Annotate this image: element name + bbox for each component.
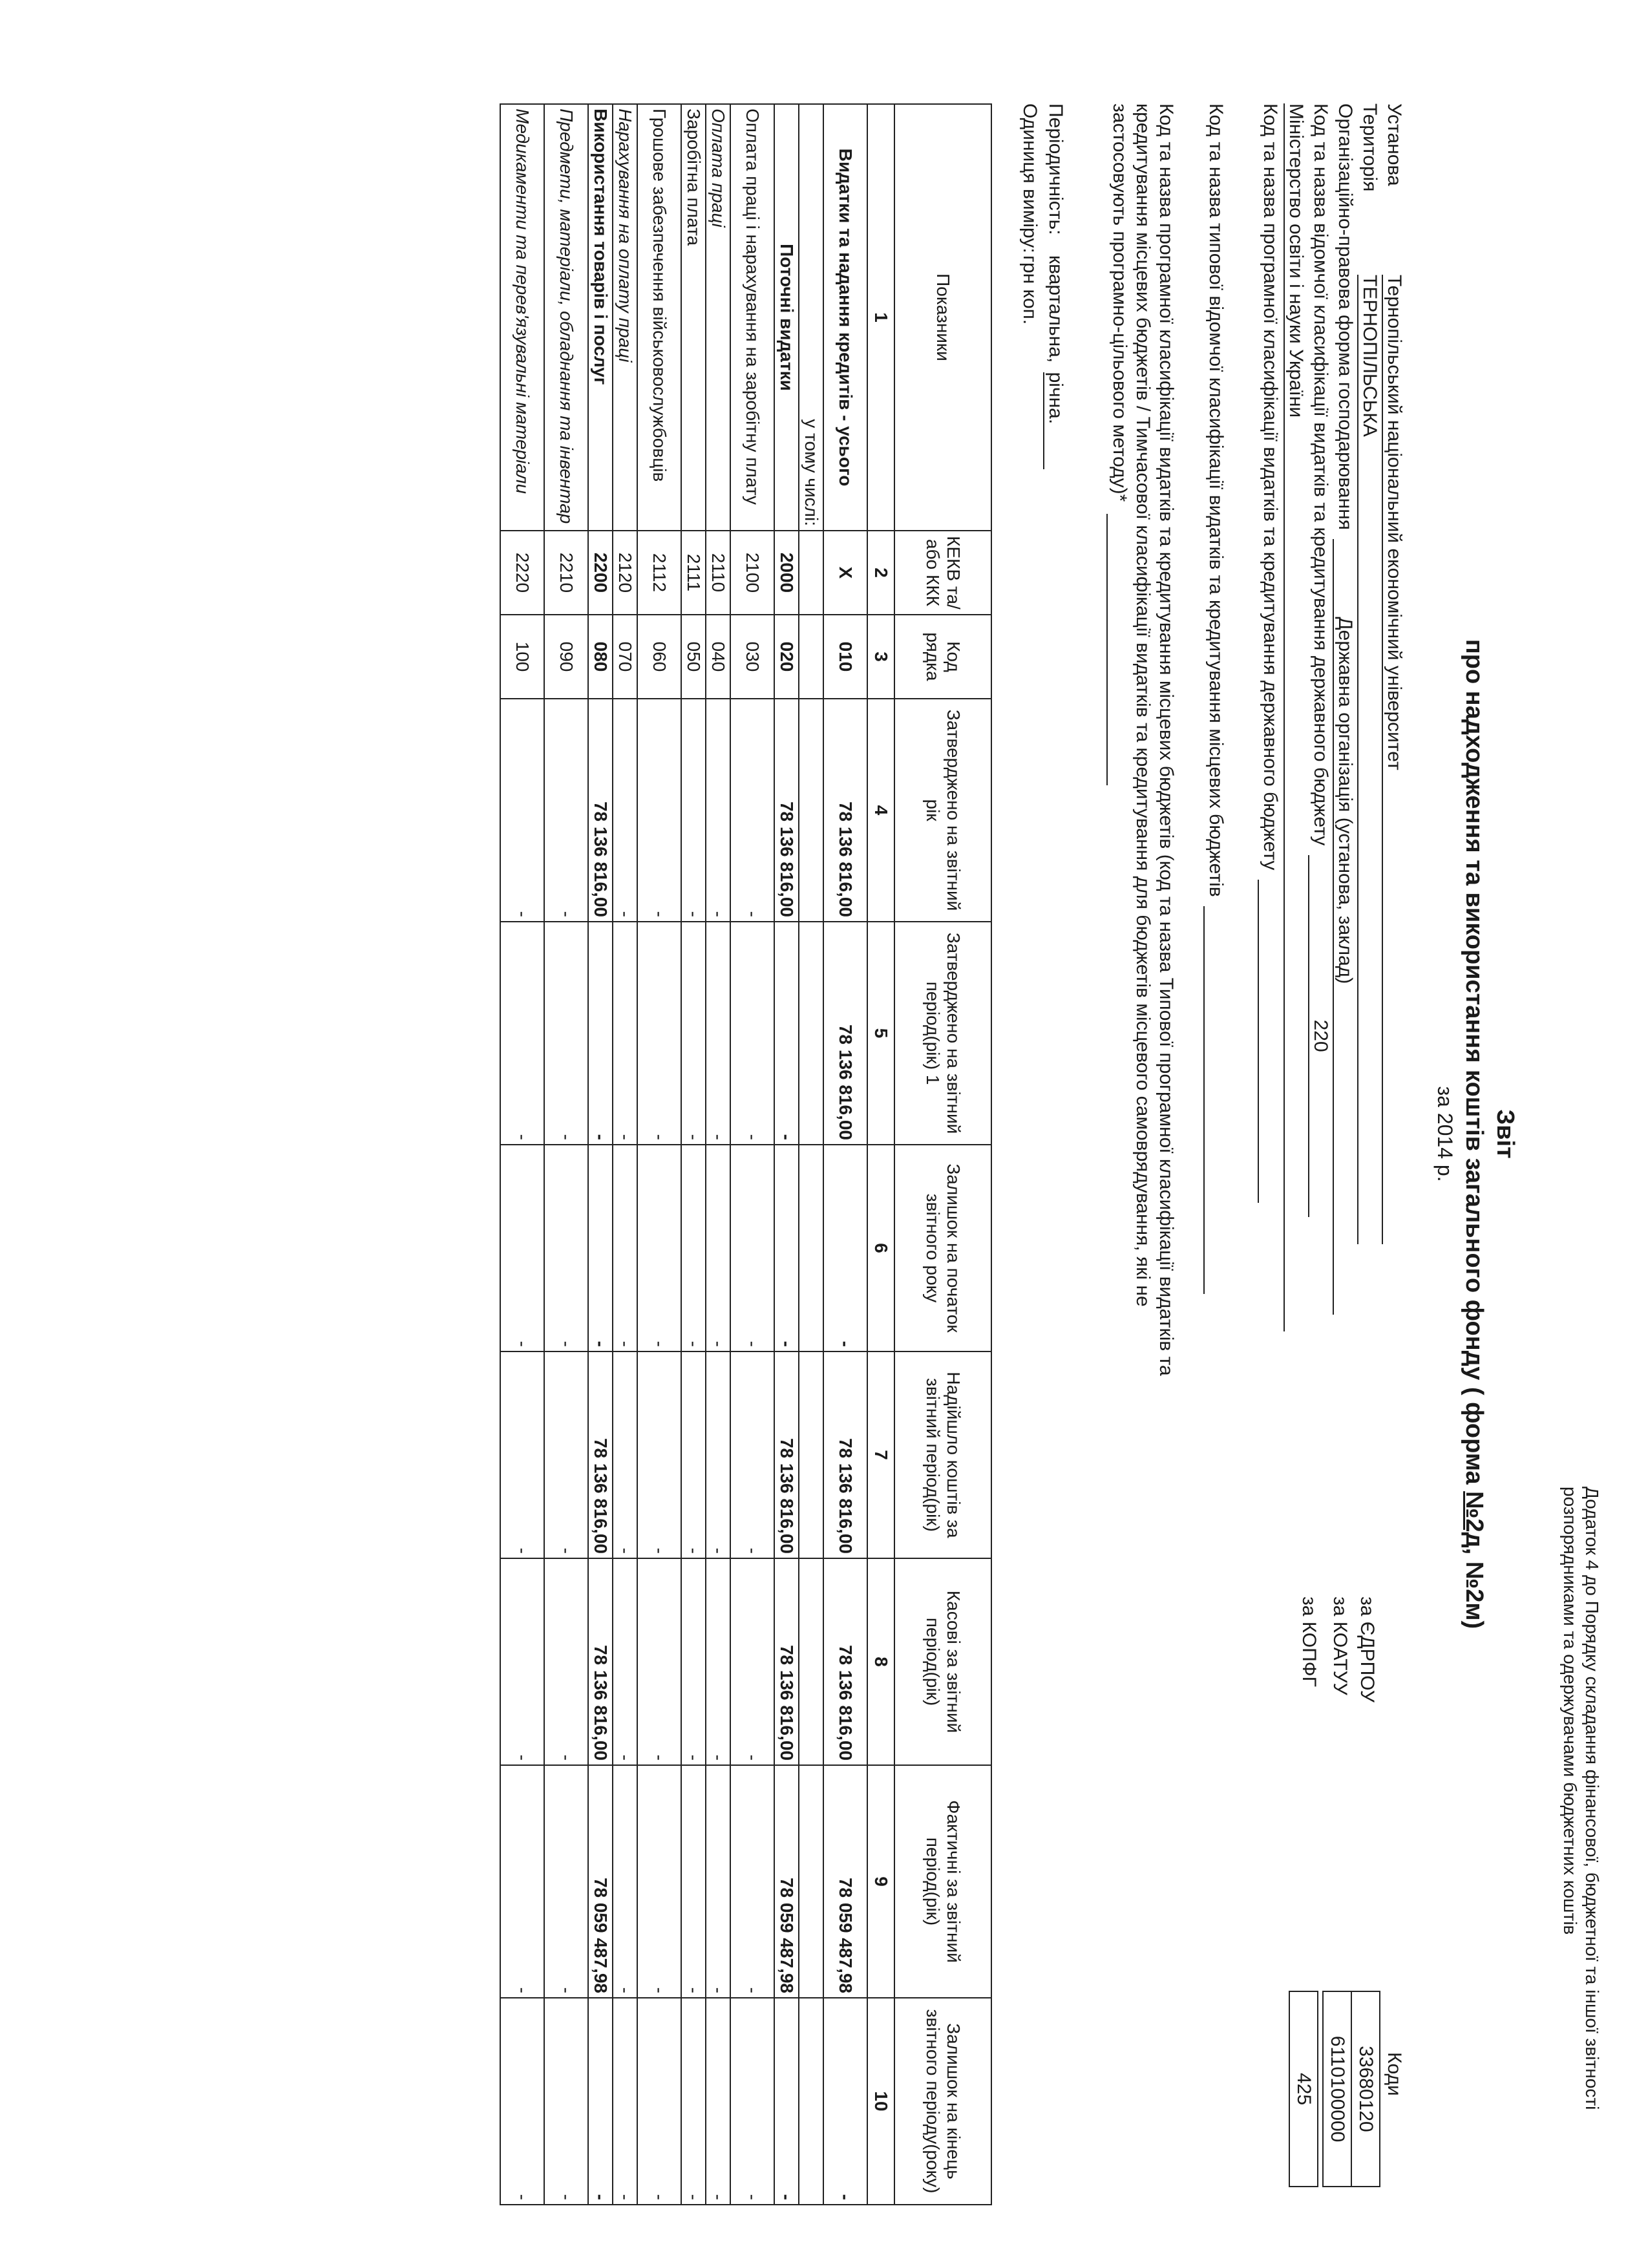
value-cell: - (706, 1998, 730, 2205)
table-row (799, 104, 823, 2205)
column-number: 10 (867, 1998, 894, 2205)
column-number: 7 (867, 1351, 894, 1558)
value-cell: - (637, 1998, 681, 2205)
value-cell: - (706, 1765, 730, 1998)
value-cell: 78 136 816,00 (588, 1558, 613, 1765)
table-header-row (894, 104, 991, 2205)
table-row (774, 104, 799, 2205)
col-header: Показники (894, 104, 991, 531)
value-cell: - (544, 1765, 588, 1998)
value-cell: - (681, 1765, 706, 1998)
row-label: Видатки та надання кредитів - усього (823, 104, 867, 531)
report-title: Звіт (1492, 1109, 1519, 1159)
kekv-cell: 2200 (588, 531, 613, 615)
value-cell: - (544, 1351, 588, 1558)
column-number: 6 (867, 1145, 894, 1351)
value-cell: 78 059 487,98 (588, 1765, 613, 1998)
row-code-cell: 040 (706, 615, 730, 699)
codes-table (1289, 1991, 1380, 2187)
value-cell: 78 136 816,00 (774, 699, 799, 922)
periodicity-quarterly: квартальна, (1045, 255, 1066, 363)
value-cell: - (730, 1998, 774, 2205)
value-cell: - (637, 1351, 681, 1558)
program-code-line (1258, 103, 1281, 1203)
typical-dept-line (1203, 103, 1227, 1294)
value-cell: - (823, 1145, 867, 1351)
row-code-cell: 100 (500, 615, 544, 699)
value-cell (799, 1145, 823, 1351)
col-header: Затверджено на звітний період(рік) 1 (894, 922, 991, 1145)
value-cell: - (730, 922, 774, 1145)
row-label: Оплата праці і нарахування на заробітну плату (730, 104, 774, 531)
value-cell: - (730, 699, 774, 922)
kekv-cell: 2110 (706, 531, 730, 615)
value-cell: - (823, 1998, 867, 2205)
column-number: 8 (867, 1558, 894, 1765)
dept-code-label: Код та назва відомчої класифікації видатків та кредитування державного бюджету (1310, 103, 1331, 846)
unit-line (1019, 103, 1041, 324)
dept-code-value: 220 (1308, 855, 1331, 1217)
value-cell: - (613, 1765, 637, 1998)
value-cell: - (774, 1145, 799, 1351)
table-row (613, 104, 637, 2205)
kopfg-label: за КОПФГ (1298, 1596, 1320, 1687)
value-cell: - (730, 1558, 774, 1765)
value-cell: - (730, 1351, 774, 1558)
unit-label: Одиниця виміру: (1019, 103, 1041, 253)
value-cell: - (500, 1765, 544, 1998)
col-header: Залишок на кінець звітного періоду(року) (894, 1998, 991, 2205)
ministry-value: Міністерство освіти і науки України (1284, 103, 1307, 1331)
value-cell: - (637, 1145, 681, 1351)
row-label: Нарахування на оплату праці (613, 104, 637, 531)
row-code-cell: 090 (544, 615, 588, 699)
kekv-cell: 2111 (681, 531, 706, 615)
codes-title: Коди (1384, 2052, 1405, 2096)
value-cell: - (681, 1998, 706, 2205)
row-label: Використання товарів і послуг (588, 104, 613, 531)
legal-form-value: Державна організація (установа, заклад) (1333, 539, 1356, 1315)
col-header: Надійшло коштів за звітний період(рік) (894, 1351, 991, 1558)
column-number: 5 (867, 922, 894, 1145)
value-cell: - (588, 922, 613, 1145)
table-row (544, 104, 588, 2205)
value-cell (799, 1351, 823, 1558)
territory-line (1357, 103, 1380, 1244)
kekv-cell: 2112 (637, 531, 681, 615)
kekv-cell: 2120 (613, 531, 637, 615)
appendix-note: Додаток 4 до Порядку складання фінансової, бюджетної та іншої звітності розпорядниками та одержувачами бюджетних коштів (1560, 1487, 1602, 2110)
row-label: Медикаменти та перев'язувальні матеріали (500, 104, 544, 531)
value-cell: 78 136 816,00 (823, 922, 867, 1145)
value-cell: - (588, 1998, 613, 2205)
value-cell: - (706, 1351, 730, 1558)
value-cell: - (500, 699, 544, 922)
column-number: 1 (867, 104, 894, 531)
row-code-cell: 080 (588, 615, 613, 699)
table-row (637, 104, 681, 2205)
row-label: у тому числі: (799, 104, 823, 531)
value-cell: - (544, 1145, 588, 1351)
row-label: Грошове забезпечення військовослужбовців (637, 104, 681, 531)
value-cell: 78 059 487,98 (774, 1765, 799, 1998)
value-cell: - (544, 1558, 588, 1765)
value-cell: - (588, 1145, 613, 1351)
value-cell: - (613, 922, 637, 1145)
value-cell: - (730, 1145, 774, 1351)
value-cell: - (681, 1558, 706, 1765)
value-cell: 78 136 816,00 (823, 1558, 867, 1765)
kekv-cell: 2000 (774, 531, 799, 615)
typical-dept-label: Код та назва типової відомчої класифікації видатків та кредитування місцевих бюджетів (1205, 103, 1227, 897)
row-label: Поточні видатки (774, 104, 799, 531)
kekv-cell: Х (823, 531, 867, 615)
legal-form-line (1333, 103, 1356, 1315)
value-cell: - (706, 699, 730, 922)
row-code-cell: 060 (637, 615, 681, 699)
value-cell: - (637, 922, 681, 1145)
kekv-cell: 2210 (544, 531, 588, 615)
value-cell: 78 136 816,00 (823, 1351, 867, 1558)
col-header: Фактичні за звітний період(рік) (894, 1765, 991, 1998)
value-cell: - (613, 1998, 637, 2205)
value-cell: - (544, 1998, 588, 2205)
value-cell: - (500, 1351, 544, 1558)
periodicity-annual: річна. (1043, 372, 1066, 469)
kekv-cell: 2220 (500, 531, 544, 615)
value-cell: - (730, 1765, 774, 1998)
value-cell: - (774, 922, 799, 1145)
institution-label: Установа (1384, 103, 1405, 186)
institution-value: Тернопільський національний економічний університет (1382, 275, 1405, 1244)
institution-line (1382, 103, 1405, 1244)
table-row (730, 104, 774, 2205)
value-cell: - (613, 1351, 637, 1558)
value-cell: - (706, 1558, 730, 1765)
table-row (706, 104, 730, 2205)
col-header: Залишок на початок звітного року (894, 1145, 991, 1351)
value-cell (799, 1998, 823, 2205)
value-cell (799, 1765, 823, 1998)
row-label: Предмети, матеріали, обладнання та інвентар (544, 104, 588, 531)
col-header: Касові за звітний період(рік) (894, 1558, 991, 1765)
value-cell: - (681, 1145, 706, 1351)
value-cell: - (681, 922, 706, 1145)
value-cell (799, 922, 823, 1145)
table-row (588, 104, 613, 2205)
koatuu-code: 6110100000 (1323, 1991, 1351, 2187)
value-cell: - (544, 699, 588, 922)
kekv-cell (799, 531, 823, 615)
value-cell: - (613, 699, 637, 922)
value-cell: - (681, 699, 706, 922)
dept-code-line (1308, 103, 1331, 1217)
row-code-cell: 070 (613, 615, 637, 699)
column-number: 3 (867, 615, 894, 699)
value-cell: - (637, 1558, 681, 1765)
periodicity-label: Періодичність: (1045, 103, 1066, 235)
row-code-cell: 020 (774, 615, 799, 699)
form-number: №2д (1461, 1491, 1488, 1548)
value-cell: - (613, 1145, 637, 1351)
program-local-blank (1106, 514, 1131, 785)
value-cell: - (613, 1558, 637, 1765)
value-cell: - (544, 922, 588, 1145)
value-cell: - (637, 1765, 681, 1998)
territory-value: ТЕРНОПІЛЬСЬКА (1357, 275, 1380, 1244)
program-local-label: Код та назва програмної класифікації видатків та кредитування місцевих бюджетів (код та назва Типової програмної класифікації видатків та кредитування місцевих бюджетів / Тимчасової класифікації видатків та кредитування для бюджетів місцевого самоврядування, які не застосовують програмно-цільового методу)* (1109, 103, 1177, 1376)
report-table (500, 103, 992, 2205)
row-label: Оплата праці (706, 104, 730, 531)
value-cell (799, 699, 823, 922)
periodicity-line (1043, 103, 1066, 469)
table-row (500, 104, 544, 2205)
value-cell: 78 136 816,00 (774, 1558, 799, 1765)
program-code-blank (1258, 880, 1281, 1203)
value-cell: - (500, 1145, 544, 1351)
col-header: Код рядка (894, 615, 991, 699)
program-local-line (1106, 103, 1178, 1396)
table-row (681, 104, 706, 2205)
row-label: Заробітна плата (681, 104, 706, 531)
col-header: КЕКВ та/або ККК (894, 531, 991, 615)
ministry-line (1284, 103, 1307, 1331)
column-number: 9 (867, 1765, 894, 1998)
kopfg-code: 425 (1289, 1991, 1318, 2187)
report-period: за 2014 р. (1433, 1086, 1457, 1182)
column-number-row (867, 104, 894, 2205)
kekv-cell: 2100 (730, 531, 774, 615)
value-cell: - (500, 1558, 544, 1765)
subtitle-prefix: про надходження та використання коштів загального фонду ( форма (1461, 639, 1488, 1492)
row-code-cell: 050 (681, 615, 706, 699)
row-code-cell: 010 (823, 615, 867, 699)
program-code-label: Код та назва програмної класифікації видатків та кредитування державного бюджету (1260, 103, 1281, 871)
column-number: 4 (867, 699, 894, 922)
value-cell: - (637, 699, 681, 922)
subtitle-suffix: , №2м) (1461, 1547, 1488, 1629)
row-code-cell (799, 615, 823, 699)
row-code-cell: 030 (730, 615, 774, 699)
unit-value: грн коп. (1019, 255, 1041, 325)
edrpou-code: 33680120 (1351, 1991, 1380, 2187)
koatuu-label: за КОАТУУ (1329, 1596, 1351, 1695)
value-cell: - (706, 922, 730, 1145)
edrpou-label: за ЄДРПОУ (1357, 1596, 1378, 1702)
value-cell: 78 136 816,00 (823, 699, 867, 922)
territory-label: Територія (1359, 103, 1380, 192)
legal-form-label: Організаційно-правова форма господарювання (1335, 103, 1356, 530)
value-cell: - (500, 922, 544, 1145)
report-subtitle (1460, 0, 1488, 2268)
typical-dept-blank (1203, 906, 1227, 1294)
table-body (500, 104, 867, 2205)
value-cell: - (774, 1998, 799, 2205)
value-cell: - (500, 1998, 544, 2205)
column-number: 2 (867, 531, 894, 615)
col-header: Затверджено на звітний рік (894, 699, 991, 922)
value-cell: - (681, 1351, 706, 1558)
value-cell: 78 136 816,00 (588, 1351, 613, 1558)
value-cell (799, 1558, 823, 1765)
value-cell: - (706, 1145, 730, 1351)
value-cell: 78 136 816,00 (588, 699, 613, 922)
value-cell: 78 136 816,00 (774, 1351, 799, 1558)
table-row (823, 104, 867, 2205)
value-cell: 78 059 487,98 (823, 1765, 867, 1998)
